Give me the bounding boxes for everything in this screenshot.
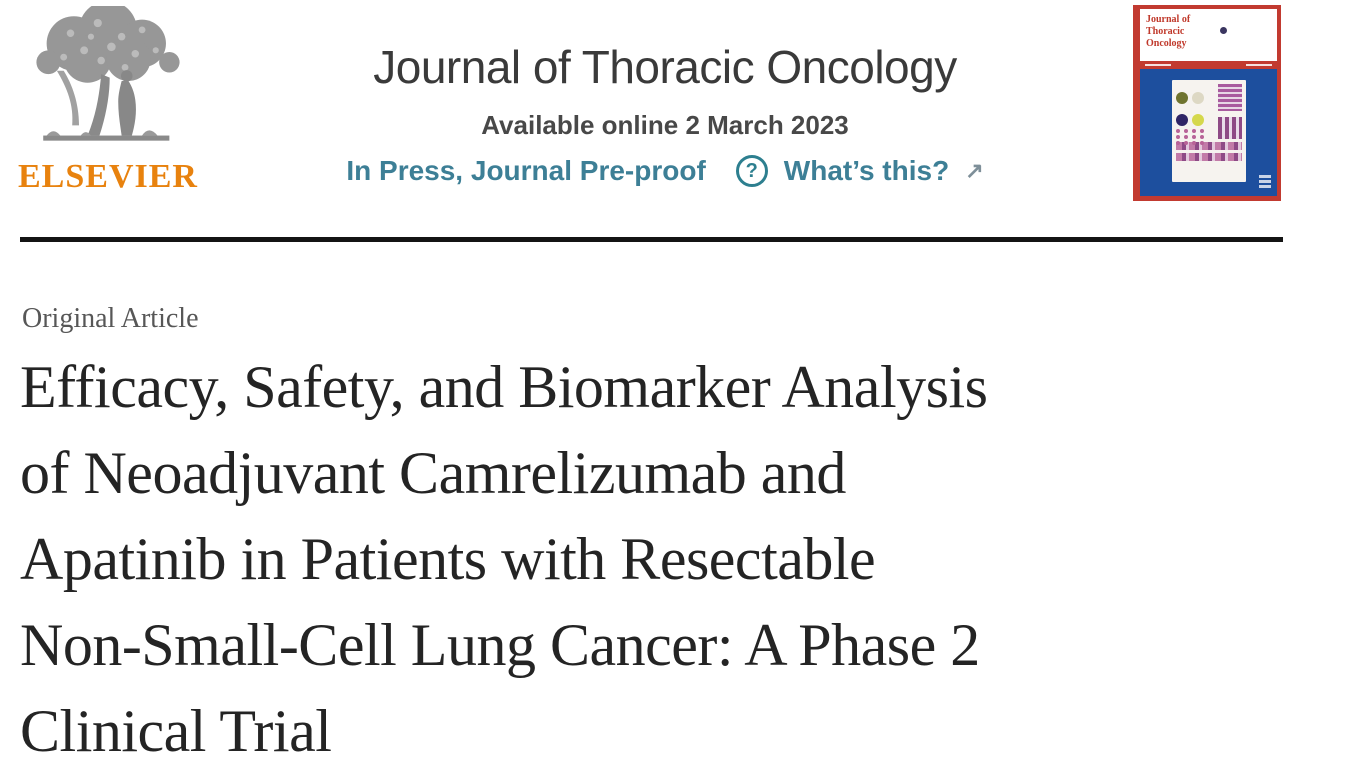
elsevier-logo	[18, 6, 198, 196]
whats-this-link[interactable]: What’s this?	[783, 155, 950, 186]
article-title	[20, 344, 1310, 760]
cover-body	[1140, 69, 1277, 196]
available-online-date: Available online 2 March 2023	[481, 110, 849, 140]
cover-red-band	[1140, 61, 1277, 69]
article-title-line: Efficacy, Safety, and Biomarker Analysis	[20, 354, 988, 420]
journal-title: Journal of Thoracic Oncology	[373, 41, 957, 93]
in-press-row	[346, 155, 983, 187]
article-category-label: Original Article	[22, 303, 199, 334]
masthead	[320, 40, 1010, 187]
in-press-link[interactable]: In Press, Journal Pre-proof	[346, 155, 706, 186]
question-circle-icon[interactable]: ?	[736, 155, 768, 187]
article-title-line: Non-Small-Cell Lung Cancer: A Phase 2	[20, 612, 980, 678]
article-title-line: Clinical Trial	[20, 698, 332, 760]
external-link-arrow-icon: ↗	[965, 158, 984, 183]
elsevier-wordmark: ELSEVIER	[18, 158, 198, 195]
cover-figure-panel	[1172, 80, 1246, 182]
cover-title-line: Thoracic	[1146, 26, 1185, 37]
article-title-line: Apatinib in Patients with Resectable	[20, 526, 876, 592]
header-divider-rule	[20, 237, 1283, 242]
cover-masthead	[1140, 9, 1277, 61]
article-title-line: of Neoadjuvant Camrelizumab and	[20, 440, 846, 506]
cover-publisher-mark	[1259, 175, 1271, 189]
cover-title-line: Oncology	[1146, 38, 1187, 49]
cover-title-line: Journal of	[1146, 14, 1191, 25]
journal-cover-thumbnail[interactable]	[1133, 5, 1281, 201]
elsevier-tree-logo	[22, 6, 194, 156]
